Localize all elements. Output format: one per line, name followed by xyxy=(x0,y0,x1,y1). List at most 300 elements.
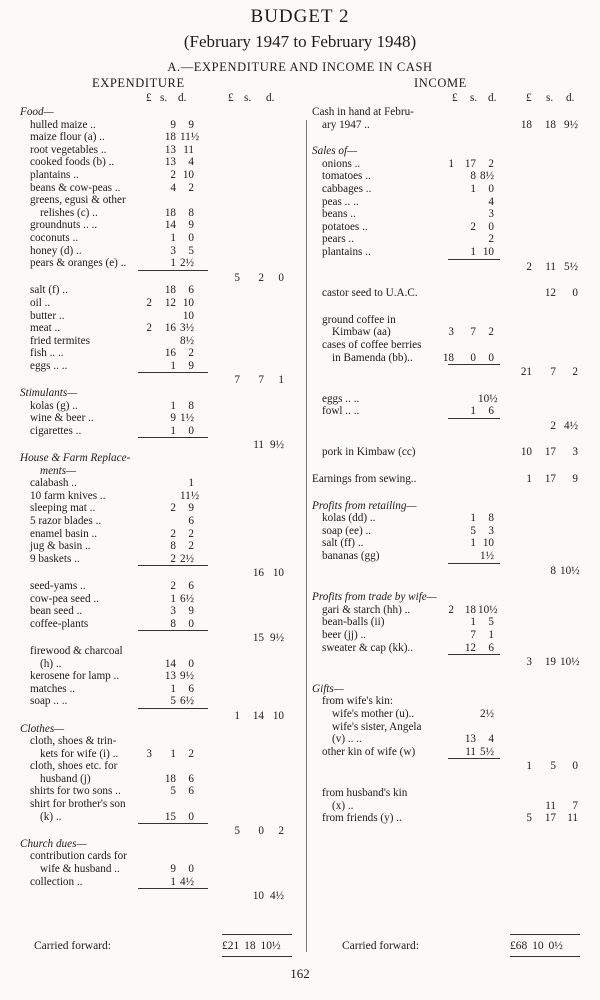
total-cell: 9½ xyxy=(270,439,284,452)
table-row xyxy=(20,284,300,297)
total-cell: 7 xyxy=(258,374,264,387)
amount-cell: 5 xyxy=(170,785,176,798)
amount-cell: 16 xyxy=(164,322,176,335)
amount-cell: 12 xyxy=(464,641,476,654)
subtotal-rule xyxy=(138,565,208,566)
table-row xyxy=(312,721,588,734)
total-cell: 16 xyxy=(252,567,264,580)
row-label: cloth, shoes & trin- xyxy=(30,735,117,748)
amount-cell: 1 xyxy=(170,257,176,270)
row-label: eggs .. .. xyxy=(322,392,360,405)
row-label: wife & husband .. xyxy=(40,863,120,876)
table-row xyxy=(20,670,300,683)
row-label: greens, egusi & other xyxy=(30,194,126,207)
total-cell: 17 xyxy=(544,446,556,459)
amount-cell: 0 xyxy=(488,182,494,195)
row-label: (v) .. .. xyxy=(332,733,362,746)
table-row xyxy=(312,432,588,446)
amount-cell: 2 xyxy=(146,296,152,309)
total-cell: 5 xyxy=(526,812,532,825)
row-label: Food— xyxy=(20,106,54,118)
amount-cell: 2 xyxy=(170,552,176,565)
row-label: cases of coffee berries xyxy=(322,338,422,351)
row-label: (h) .. xyxy=(40,657,62,670)
amount-cell: 11 xyxy=(183,143,194,156)
amount-cell: 6 xyxy=(188,682,194,695)
row-label: (x) .. xyxy=(332,799,354,812)
amount-cell: 17 xyxy=(464,157,476,170)
row-label: from friends (y) .. xyxy=(322,812,402,825)
row-label: tomatoes .. xyxy=(322,170,371,183)
row-label: Cash in hand at Febru- xyxy=(312,106,414,118)
subtotal-rule xyxy=(138,437,208,438)
unit-pound-right-a: £ xyxy=(452,92,458,104)
total-cell: 7 xyxy=(550,366,556,379)
amount-cell: 1 xyxy=(170,359,176,372)
amount-cell: 4 xyxy=(488,195,494,208)
table-row xyxy=(20,310,300,323)
amount-cell: 2 xyxy=(188,527,194,540)
amount-cell: 1 xyxy=(170,231,176,244)
total-cell: 3 xyxy=(572,446,578,459)
right-carried-forward-label: Carried forward: xyxy=(342,940,419,952)
amount-cell: 6 xyxy=(188,515,194,527)
row-label: ary 1947 .. xyxy=(322,118,370,131)
amount-cell: 5 xyxy=(470,524,476,537)
amount-cell: 2 xyxy=(146,322,152,335)
table-row xyxy=(312,616,588,629)
table-row xyxy=(312,420,588,433)
amount-cell: 2 xyxy=(488,233,494,246)
table-row xyxy=(20,106,300,119)
total-cell: 2 xyxy=(278,825,284,838)
table-row xyxy=(20,131,300,144)
table-row xyxy=(312,512,588,525)
row-label: bean seed .. xyxy=(30,605,83,618)
table-row xyxy=(20,182,300,195)
table-row xyxy=(20,580,300,593)
table-row xyxy=(20,773,300,786)
page-number: 162 xyxy=(290,966,310,981)
amount-cell: 1 xyxy=(470,616,476,629)
table-row xyxy=(20,232,300,245)
row-label: salt (f) .. xyxy=(30,284,68,297)
amount-cell: 9 xyxy=(170,412,176,425)
row-label: husband (j) xyxy=(40,772,91,785)
table-row xyxy=(20,540,300,553)
table-row xyxy=(20,477,300,490)
table-row xyxy=(20,567,300,580)
amount-cell: 1 xyxy=(470,537,476,550)
table-row xyxy=(312,221,588,234)
subtotal-rule xyxy=(138,708,208,709)
table-row xyxy=(20,219,300,232)
table-row xyxy=(20,683,300,696)
table-row xyxy=(312,473,588,486)
subtotal-rule xyxy=(448,758,500,759)
amount-cell: 1 xyxy=(470,512,476,525)
row-label: pears .. xyxy=(322,233,354,246)
total-cell: 17 xyxy=(544,812,556,825)
table-row xyxy=(312,246,588,259)
amount-cell: 8 xyxy=(488,512,494,525)
row-label: seed-yams .. xyxy=(30,579,86,592)
table-row xyxy=(20,785,300,798)
table-row xyxy=(20,322,300,335)
table-row xyxy=(312,106,588,119)
table-row xyxy=(312,760,588,773)
amount-cell: 1 xyxy=(170,875,176,888)
unit-shilling-left-a: s. xyxy=(160,92,168,104)
row-label: contribution cards for xyxy=(30,850,127,863)
amount-cell: 15 xyxy=(164,810,176,823)
row-label: hulled maize .. xyxy=(30,118,96,131)
amount-cell: 0 xyxy=(188,231,194,244)
table-row xyxy=(20,387,300,400)
row-label: relishes (c) .. xyxy=(40,206,98,219)
table-row xyxy=(312,746,588,759)
amount-cell: 8 xyxy=(170,617,176,630)
table-row xyxy=(312,500,588,513)
amount-cell: 5 xyxy=(488,616,494,629)
amount-cell: 10 xyxy=(482,245,494,258)
total-cell: 18 xyxy=(520,118,532,131)
row-label: beans .. xyxy=(322,208,356,221)
amount-cell: 3 xyxy=(448,326,454,339)
row-label: kerosene for lamp .. xyxy=(30,670,120,683)
amount-cell: 1 xyxy=(470,245,476,258)
amount-cell: 1½ xyxy=(480,550,494,563)
row-label: 10 farm knives .. xyxy=(30,489,106,502)
left-carried-forward-label: Carried forward: xyxy=(34,940,111,952)
row-label: pork in Kimbaw (cc) xyxy=(322,446,416,459)
row-label: meat .. xyxy=(30,322,61,335)
table-row xyxy=(312,183,588,196)
amount-cell: 4 xyxy=(170,181,176,194)
amount-cell: 6½ xyxy=(180,695,194,708)
row-label: beans & cow-peas .. xyxy=(30,181,121,194)
amount-cell: 18 xyxy=(164,131,176,144)
table-row xyxy=(20,553,300,566)
amount-cell: 2 xyxy=(188,540,194,553)
table-row xyxy=(20,838,300,851)
amount-cell: 11 xyxy=(465,745,476,758)
total-cell: 3 xyxy=(526,656,532,669)
amount-cell: 6 xyxy=(188,785,194,798)
amount-cell: 10 xyxy=(482,537,494,550)
row-label: peas .. .. xyxy=(322,195,359,208)
unit-shilling-right-b: s. xyxy=(546,92,554,104)
row-label: groundnuts .. .. xyxy=(30,219,98,232)
total-cell: 2 xyxy=(550,419,556,432)
table-row xyxy=(20,169,300,182)
total-cell: 10 xyxy=(272,567,284,580)
table-row xyxy=(20,645,300,658)
amount-cell: 2 xyxy=(488,157,494,170)
table-row xyxy=(20,710,300,723)
table-row xyxy=(312,326,588,339)
table-row xyxy=(20,272,300,285)
table-row xyxy=(20,735,300,748)
row-label: onions .. xyxy=(322,157,361,170)
total-cell: 11 xyxy=(545,799,556,812)
row-label: firewood & charcoal xyxy=(30,644,123,657)
amount-cell: 10 xyxy=(182,309,194,322)
total-cell: 1 xyxy=(278,374,284,387)
row-label: coconuts .. xyxy=(30,231,79,244)
row-label: wife's sister, Angela xyxy=(332,720,422,733)
row-label: cabbages .. xyxy=(322,182,372,195)
table-row xyxy=(312,459,588,473)
page-subtitle: (February 1947 to February 1948) xyxy=(183,32,417,51)
amount-cell: 3 xyxy=(488,208,494,221)
row-label: Sales of— xyxy=(312,145,358,158)
row-label: kolas (g) .. xyxy=(30,399,78,412)
total-cell: 11 xyxy=(567,812,578,825)
table-row xyxy=(20,374,300,387)
table-row xyxy=(312,131,588,145)
amount-cell: 18 xyxy=(442,351,454,364)
amount-cell: 0 xyxy=(188,424,194,437)
row-label: Stimulants— xyxy=(20,387,78,400)
row-label: (k) .. xyxy=(40,810,62,823)
table-row xyxy=(312,812,588,825)
total-cell: 5½ xyxy=(564,260,578,273)
subtotal-rule xyxy=(448,259,500,260)
amount-cell: 8 xyxy=(470,170,476,183)
row-label: coffee-plants xyxy=(30,617,89,630)
amount-cell: 8 xyxy=(188,206,194,219)
table-row xyxy=(312,787,588,800)
total-cell: 14 xyxy=(252,709,264,722)
table-row xyxy=(20,144,300,157)
table-row xyxy=(20,890,300,903)
table-row xyxy=(312,170,588,183)
table-row xyxy=(312,656,588,669)
amount-cell: 10½ xyxy=(478,392,498,405)
table-row xyxy=(312,379,588,393)
table-row xyxy=(20,748,300,761)
right-footer-rule-top xyxy=(510,934,580,935)
amount-cell: 4 xyxy=(488,733,494,746)
row-label: castor seed to U.A.C. xyxy=(322,287,418,300)
amount-cell: 2 xyxy=(170,527,176,540)
amount-cell: 5 xyxy=(170,695,176,708)
row-label: jug & basin .. xyxy=(30,540,91,553)
row-label: collection .. xyxy=(30,875,83,888)
total-cell: 4½ xyxy=(270,890,284,903)
amount-cell: 2 xyxy=(448,603,454,616)
subtotal-rule xyxy=(448,364,500,365)
table-row xyxy=(20,360,300,373)
amount-cell: 13 xyxy=(464,733,476,746)
total-cell: 11 xyxy=(545,260,556,273)
row-label: soap (ee) .. xyxy=(322,524,372,537)
table-row xyxy=(312,119,588,132)
amount-cell: 6 xyxy=(488,641,494,654)
amount-cell: 10½ xyxy=(478,603,498,616)
unit-shilling-right-a: s. xyxy=(470,92,478,104)
total-cell: 10 xyxy=(252,890,264,903)
total-cell: 10½ xyxy=(560,564,580,577)
amount-cell: 2 xyxy=(170,168,176,181)
table-row xyxy=(312,525,588,538)
row-label: wife's mother (u).. xyxy=(332,707,415,720)
table-row xyxy=(312,642,588,655)
row-label: gari & starch (hh) .. xyxy=(322,603,411,616)
total-cell: 7 xyxy=(234,374,240,387)
amount-cell: 1 xyxy=(470,182,476,195)
amount-cell: 13 xyxy=(164,156,176,169)
row-label: Church dues— xyxy=(20,837,87,850)
amount-cell: 1 xyxy=(488,629,494,641)
row-label: cow-pea seed .. xyxy=(30,592,99,605)
amount-cell: 0 xyxy=(470,351,476,364)
table-row xyxy=(312,669,588,683)
total-cell: 19 xyxy=(544,656,556,669)
table-row xyxy=(312,550,588,563)
amount-cell: 11½ xyxy=(180,131,200,144)
row-label: sleeping mat .. xyxy=(30,502,96,515)
row-label: shirts for two sons .. xyxy=(30,785,121,798)
table-row xyxy=(312,287,588,300)
subtotal-rule xyxy=(138,372,208,373)
amount-cell: 14 xyxy=(164,657,176,670)
amount-cell: 9 xyxy=(170,863,176,876)
left-carried-forward-total: £21 18 10½ xyxy=(222,940,281,952)
amount-cell: 2½ xyxy=(180,552,194,565)
amount-cell: 18 xyxy=(164,284,176,297)
table-row xyxy=(20,528,300,541)
amount-cell: 0 xyxy=(188,863,194,876)
table-row xyxy=(312,537,588,550)
table-row xyxy=(312,733,588,746)
amount-cell: 2 xyxy=(188,181,194,194)
total-cell: 8 xyxy=(550,564,556,577)
amount-cell: 1 xyxy=(170,399,176,412)
amount-cell: 10 xyxy=(182,168,194,181)
subtotal-rule xyxy=(138,630,208,631)
table-row xyxy=(20,465,300,478)
row-label: sweater & cap (kk).. xyxy=(322,641,414,654)
total-cell: 5 xyxy=(550,760,556,773)
amount-cell: 6½ xyxy=(180,592,194,605)
table-row xyxy=(312,300,588,314)
table-row xyxy=(20,798,300,811)
page-title: BUDGET 2 xyxy=(250,6,350,27)
table-row xyxy=(20,618,300,631)
table-row xyxy=(20,490,300,503)
expenditure-heading: EXPENDITURE xyxy=(92,76,185,90)
amount-cell: 0 xyxy=(488,351,494,364)
amount-cell: 8 xyxy=(188,399,194,412)
amount-cell: 6 xyxy=(188,579,194,592)
amount-cell: 1 xyxy=(448,157,454,170)
table-row xyxy=(312,339,588,352)
row-label: enamel basin .. xyxy=(30,527,98,540)
left-footer-rule-bottom xyxy=(222,956,292,957)
total-cell: 5 xyxy=(234,271,240,284)
row-label: honey (d) .. xyxy=(30,244,82,257)
row-label: cloth, shoes etc. for xyxy=(30,760,118,773)
subtotal-rule xyxy=(138,270,208,271)
table-row xyxy=(312,352,588,365)
total-cell: 2 xyxy=(572,366,578,379)
amount-cell: 0 xyxy=(188,617,194,630)
total-cell: 2 xyxy=(526,260,532,273)
row-label: bananas (gg) xyxy=(322,550,380,563)
table-row xyxy=(20,194,300,207)
table-row xyxy=(312,800,588,813)
row-label: 5 razor blades .. xyxy=(30,515,102,527)
row-label: potatoes .. xyxy=(322,220,368,233)
amount-cell: 2½ xyxy=(480,707,494,720)
table-row xyxy=(20,257,300,270)
row-label: from husband's kin xyxy=(322,786,408,799)
amount-cell: 0 xyxy=(188,810,194,823)
total-cell: 18 xyxy=(544,118,556,131)
total-cell: 10½ xyxy=(560,656,580,669)
table-row xyxy=(312,158,588,171)
amount-cell: 2 xyxy=(470,220,476,233)
row-label: cooked foods (b) .. xyxy=(30,156,115,169)
amount-cell: 3 xyxy=(170,244,176,257)
table-row xyxy=(312,208,588,221)
table-row xyxy=(20,723,300,736)
unit-pound-right-b: £ xyxy=(526,92,532,104)
table-row xyxy=(312,446,588,459)
table-row xyxy=(20,760,300,773)
subtotal-rule xyxy=(448,418,500,419)
table-row xyxy=(20,811,300,824)
table-row xyxy=(20,439,300,452)
amount-cell: 9 xyxy=(188,502,194,515)
amount-cell: 16 xyxy=(164,347,176,360)
table-row xyxy=(20,515,300,528)
amount-cell: 8½ xyxy=(180,334,194,347)
table-row xyxy=(312,683,588,696)
expenditure-column xyxy=(20,106,300,903)
amount-cell: 1 xyxy=(170,682,176,695)
table-row xyxy=(312,629,588,642)
table-row xyxy=(20,452,300,465)
row-label: kolas (dd) .. xyxy=(322,512,376,525)
table-row xyxy=(20,876,300,889)
row-label: Kimbaw (aa) xyxy=(332,326,391,339)
row-label: House & Farm Replace- xyxy=(20,452,131,465)
row-label: shirt for brother's son xyxy=(30,798,126,811)
row-label: Profits from retailing— xyxy=(312,499,417,512)
table-row xyxy=(312,314,588,327)
total-cell: 9½ xyxy=(564,118,578,131)
table-row xyxy=(312,196,588,209)
table-row xyxy=(20,335,300,348)
row-label: root vegetables .. xyxy=(30,143,107,156)
amount-cell: 6 xyxy=(488,405,494,418)
row-label: kets for wife (i) .. xyxy=(40,747,119,760)
amount-cell: 9 xyxy=(188,118,194,131)
unit-pence-right-b: d. xyxy=(566,92,575,104)
row-label: ground coffee in xyxy=(322,313,396,326)
unit-pound-left-a: £ xyxy=(146,92,152,104)
row-label: plantains .. xyxy=(30,168,79,181)
row-label: Clothes— xyxy=(20,722,65,735)
amount-cell: 14 xyxy=(164,219,176,232)
amount-cell: 9 xyxy=(170,118,176,131)
amount-cell: 2 xyxy=(170,579,176,592)
amount-cell: 2 xyxy=(188,347,194,360)
table-row xyxy=(20,156,300,169)
